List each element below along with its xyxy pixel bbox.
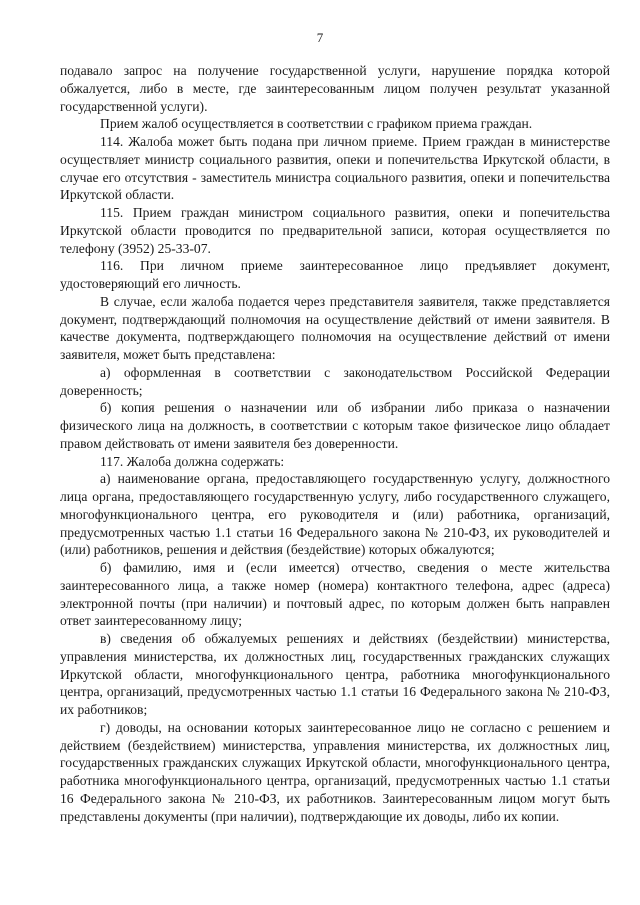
paragraph-117-a: а) наименование органа, предоставляющего государственную услугу, должностного лица органа, предоставляющего государственную услугу, либо государственного служащего, многофункционального центра, его руководителя и (или) работника, организаций, предусмотренных частью 1.1 статьи 16 Федерального закона № 210-ФЗ, их руководителей и (или) работников, решения и действия (бездействие) которых обжалуются; [60, 471, 610, 558]
document-body [60, 62, 610, 825]
paragraph-117-c: в) сведения об обжалуемых решениях и действиях (бездействии) министерства, управления министерства, их должностных лиц, государственных гражданских служащих Иркутской области, многофункционального центра, работника многофункционального центра, организаций, предусмотренных частью 1.1 статьи 16 Федерального закона № 210-ФЗ, их работников; [60, 631, 610, 717]
paragraph-116-a: а) оформленная в соответствии с законодательством Российской Федерации доверенность; [60, 364, 610, 398]
page-number: 7 [316, 30, 324, 45]
paragraph-representative: В случае, если жалоба подается через представителя заявителя, также представляется документ, подтверждающий полномочия на осуществление действий от имени заявителя. В качестве документа, подтверждающего полномочия на осуществление действий от имени заявителя, может быть представлена: [60, 293, 610, 362]
paragraph-116: 116. При личном приеме заинтересованное лицо предъявляет документ, удостоверяющий его личность. [60, 258, 610, 291]
paragraph-complaint-schedule: Прием жалоб осуществляется в соответствии с графиком приема граждан. [100, 116, 533, 132]
paragraph-continuation: подавало запрос на получение государственной услуги, нарушение порядка которой обжалуется, либо в месте, где заинтересованным лицом получен результат указанной государственной услуги). [60, 63, 610, 114]
paragraph-115: 115. Прием граждан министром социального развития, опеки и попечительства Иркутской области проводится по предварительной записи, которая осуществляется по телефону (3952) 25-33-07. [60, 205, 610, 256]
paragraph-117: 117. Жалоба должна содержать: [100, 453, 285, 469]
paragraph-116-b: б) копия решения о назначении или об избрании либо приказа о назначении физического лица на должность, в соответствии с которым такое физическое лицо обладает правом действовать от имени заявителя без доверенности. [60, 400, 610, 451]
paragraph-114: 114. Жалоба может быть подана при личном приеме. Прием граждан в министерстве осуществляет министр социального развития, опеки и попечительства Иркутской области, в случае его отсутствия - заместитель министра социального развития, опеки и попечительства Иркутской области. [60, 134, 610, 203]
paragraph-117-d: г) доводы, на основании которых заинтересованное лицо не согласно с решением и действием (бездействием) министерства, управления министерства, их должностных лиц, государственных гражданских служащих Иркутской области, многофункционального центра, работника многофункционального центра, организаций, предусмотренных частью 1.1 статьи 16 Федерального закона № 210-ФЗ, их работников. Заинтересованным лицом могут быть представлены документы (при наличии), подтверждающие их доводы, либо их копии. [60, 719, 610, 824]
paragraph-117-b: б) фамилию, имя и (если имеется) отчество, сведения о месте жительства заинтересованного лица, а также номер (номера) контактного телефона, адрес (адреса) электронной почты (при наличии) и почтовый адрес, по которым должен быть направлен ответ заинтересованному лицу; [60, 560, 610, 629]
